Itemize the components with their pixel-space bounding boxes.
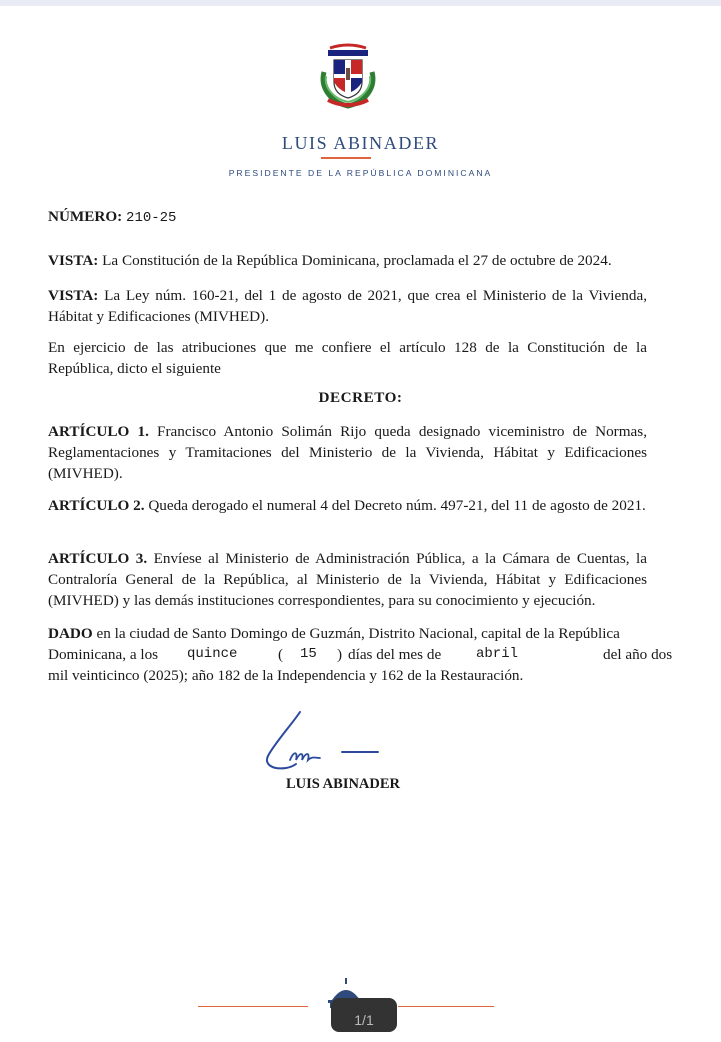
footer-rule-left <box>198 1006 308 1007</box>
header-name: LUIS ABINADER <box>281 133 440 153</box>
vista-text-2: La Ley núm. 160-21, del 1 de agosto de 2021, que crea el Ministerio de la Vivienda, Hábitat y Edificaciones (MIVHED). <box>48 287 647 325</box>
numero-line <box>48 206 647 229</box>
dado-line-2 <box>48 644 673 665</box>
header-subtitle: PRESIDENTE DE LA REPÚBLICA DOMINICANA <box>228 168 493 178</box>
vista-paragraph-1 <box>48 250 647 271</box>
article-1-text: Francisco Antonio Solimán Rijo queda designado viceministro de Normas, Reglamentaciones y Tramitaciones del Ministerio de la Vivienda, Hábitat y Edificaciones (MIVHED). <box>48 423 647 482</box>
vista-label-2: VISTA: <box>48 287 99 304</box>
article-2-text: Queda derogado el numeral 4 del Decreto núm. 497-21, del 11 de agosto de 2021. <box>144 497 646 514</box>
dado-prefix: Dominicana, a los <box>48 646 159 663</box>
vista-text-1: La Constitución de la República Dominicana, proclamada el 27 de octubre de 2024. <box>98 252 612 269</box>
numero-value: 210-25 <box>126 210 177 226</box>
decreto-heading: DECRETO: <box>318 389 403 406</box>
dado-line-1 <box>48 623 647 644</box>
header-divider <box>321 157 371 159</box>
coat-of-arms-icon <box>316 42 380 110</box>
article-2-label: ARTÍCULO 2. <box>48 497 145 514</box>
dado-line-1-text: en la ciudad de Santo Domingo de Guzmán, Distrito Nacional, capital de la República <box>92 625 620 642</box>
page-indicator: 1/1 <box>331 998 397 1032</box>
article-3-text: Envíese al Ministerio de Administración Pública, a la Cámara de Cuentas, la Contraloría General de la República, al Ministerio de la Vivienda, Hábitat y Edificaciones (MIVHED) y las demás instituciones correspondientes, para su conocimiento y ejecución. <box>48 550 647 609</box>
signature-name: LUIS ABINADER <box>286 776 401 792</box>
ejercicio-paragraph: En ejercicio de las atribuciones que me confiere el artículo 128 de la Constitución de la República, dicto el siguiente <box>48 339 647 377</box>
footer-rule-right <box>398 1006 494 1007</box>
dado-suffix: del año dos <box>603 646 673 663</box>
dado-middle: días del mes de <box>348 646 442 663</box>
article-1 <box>48 421 647 484</box>
article-3-label: ARTÍCULO 3. <box>48 550 148 567</box>
dado-line-3: mil veinticinco (2025); año 182 de la Independencia y 162 de la Restauración. <box>48 667 524 684</box>
article-3 <box>48 548 647 611</box>
article-2 <box>48 495 647 516</box>
dado-label: DADO <box>48 625 93 642</box>
handwritten-signature-icon <box>262 708 387 778</box>
numero-label: NÚMERO: <box>48 208 123 225</box>
dado-month: abril <box>476 646 519 662</box>
dado-day-words: quince <box>187 646 238 662</box>
article-1-label: ARTÍCULO 1. <box>48 423 149 440</box>
vista-label-1: VISTA: <box>48 252 99 269</box>
dado-paren-open: ( <box>278 646 284 663</box>
dado-paren-close: ) <box>337 646 343 663</box>
top-bar <box>0 0 721 6</box>
vista-paragraph-2 <box>48 285 647 327</box>
dado-paragraph <box>48 623 673 686</box>
dado-day-number: 15 <box>300 646 317 662</box>
